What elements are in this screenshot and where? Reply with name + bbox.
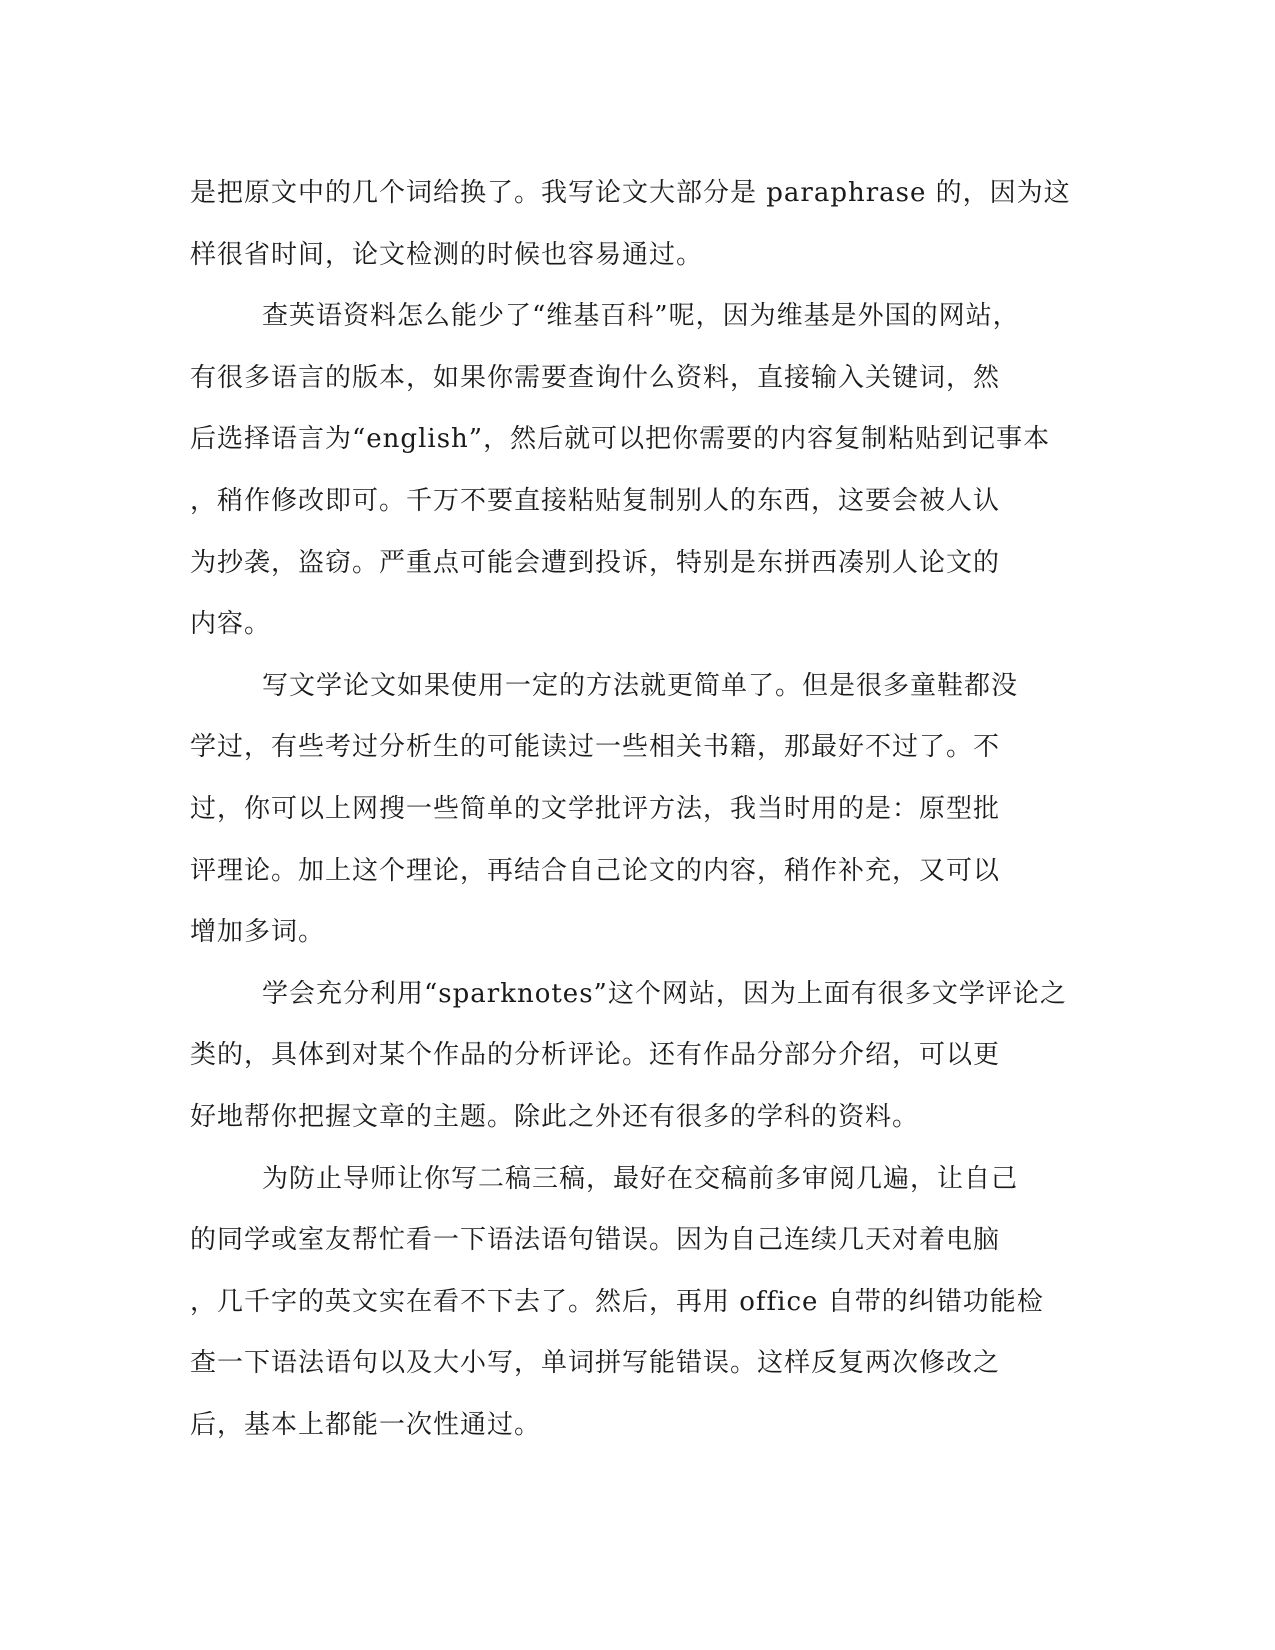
text-line: 为抄袭，盗窃。严重点可能会遭到投诉，特别是东拼西凑别人论文的 (190, 547, 1001, 578)
text-line-paragraph-start: 为防止导师让你写二稿三稿，最好在交稿前多审阅几遍，让自己 (262, 1163, 1019, 1194)
text-line: 后选择语言为“english”，然后就可以把你需要的内容复制粘贴到记事本 (190, 424, 1051, 455)
text-line: 评理论。加上这个理论，再结合自己论文的内容，稍作补充，又可以 (190, 855, 1001, 886)
text-line-paragraph-start: 查英语资料怎么能少了“维基百科”呢，因为维基是外国的网站， (262, 301, 1020, 332)
text-line: 好地帮你把握文章的主题。除此之外还有很多的学科的资料。 (190, 1101, 920, 1132)
text-line: 内容。 (190, 609, 272, 640)
text-line: 后，基本上都能一次性通过。 (190, 1409, 542, 1440)
document-body (190, 163, 1085, 1456)
text-line: 过，你可以上网搜一些简单的文学批评方法，我当时用的是：原型批 (190, 793, 1001, 824)
text-line: 样很省时间，论文检测的时候也容易通过。 (190, 239, 704, 270)
text-line: 是把原文中的几个词给换了。我写论文大部分是 paraphrase 的，因为这 (190, 178, 1071, 208)
text-line: 学过，有些考过分析生的可能读过一些相关书籍，那最好不过了。不 (190, 732, 1001, 763)
text-line-paragraph-start: 学会充分利用“sparknotes”这个网站，因为上面有很多文学评论之 (262, 978, 1067, 1009)
text-line: ，稍作修改即可。千万不要直接粘贴复制别人的东西，这要会被人认 (190, 485, 1001, 516)
text-line: 查一下语法语句以及大小写，单词拼写能错误。这样反复两次修改之 (190, 1348, 1001, 1379)
text-line: 有很多语言的版本，如果你需要查询什么资料，直接输入关键词，然 (190, 362, 1001, 393)
text-line: ，几千字的英文实在看不下去了。然后，再用 office 自带的纠错功能检 (190, 1286, 1044, 1317)
text-line: 的同学或室友帮忙看一下语法语句错误。因为自己连续几天对着电脑 (190, 1225, 1001, 1256)
text-line: 类的，具体到对某个作品的分析评论。还有作品分部分介绍，可以更 (190, 1040, 1001, 1071)
text-line-paragraph-start: 写文学论文如果使用一定的方法就更简单了。但是很多童鞋都没 (262, 670, 1019, 701)
text-line: 增加多词。 (190, 917, 326, 948)
